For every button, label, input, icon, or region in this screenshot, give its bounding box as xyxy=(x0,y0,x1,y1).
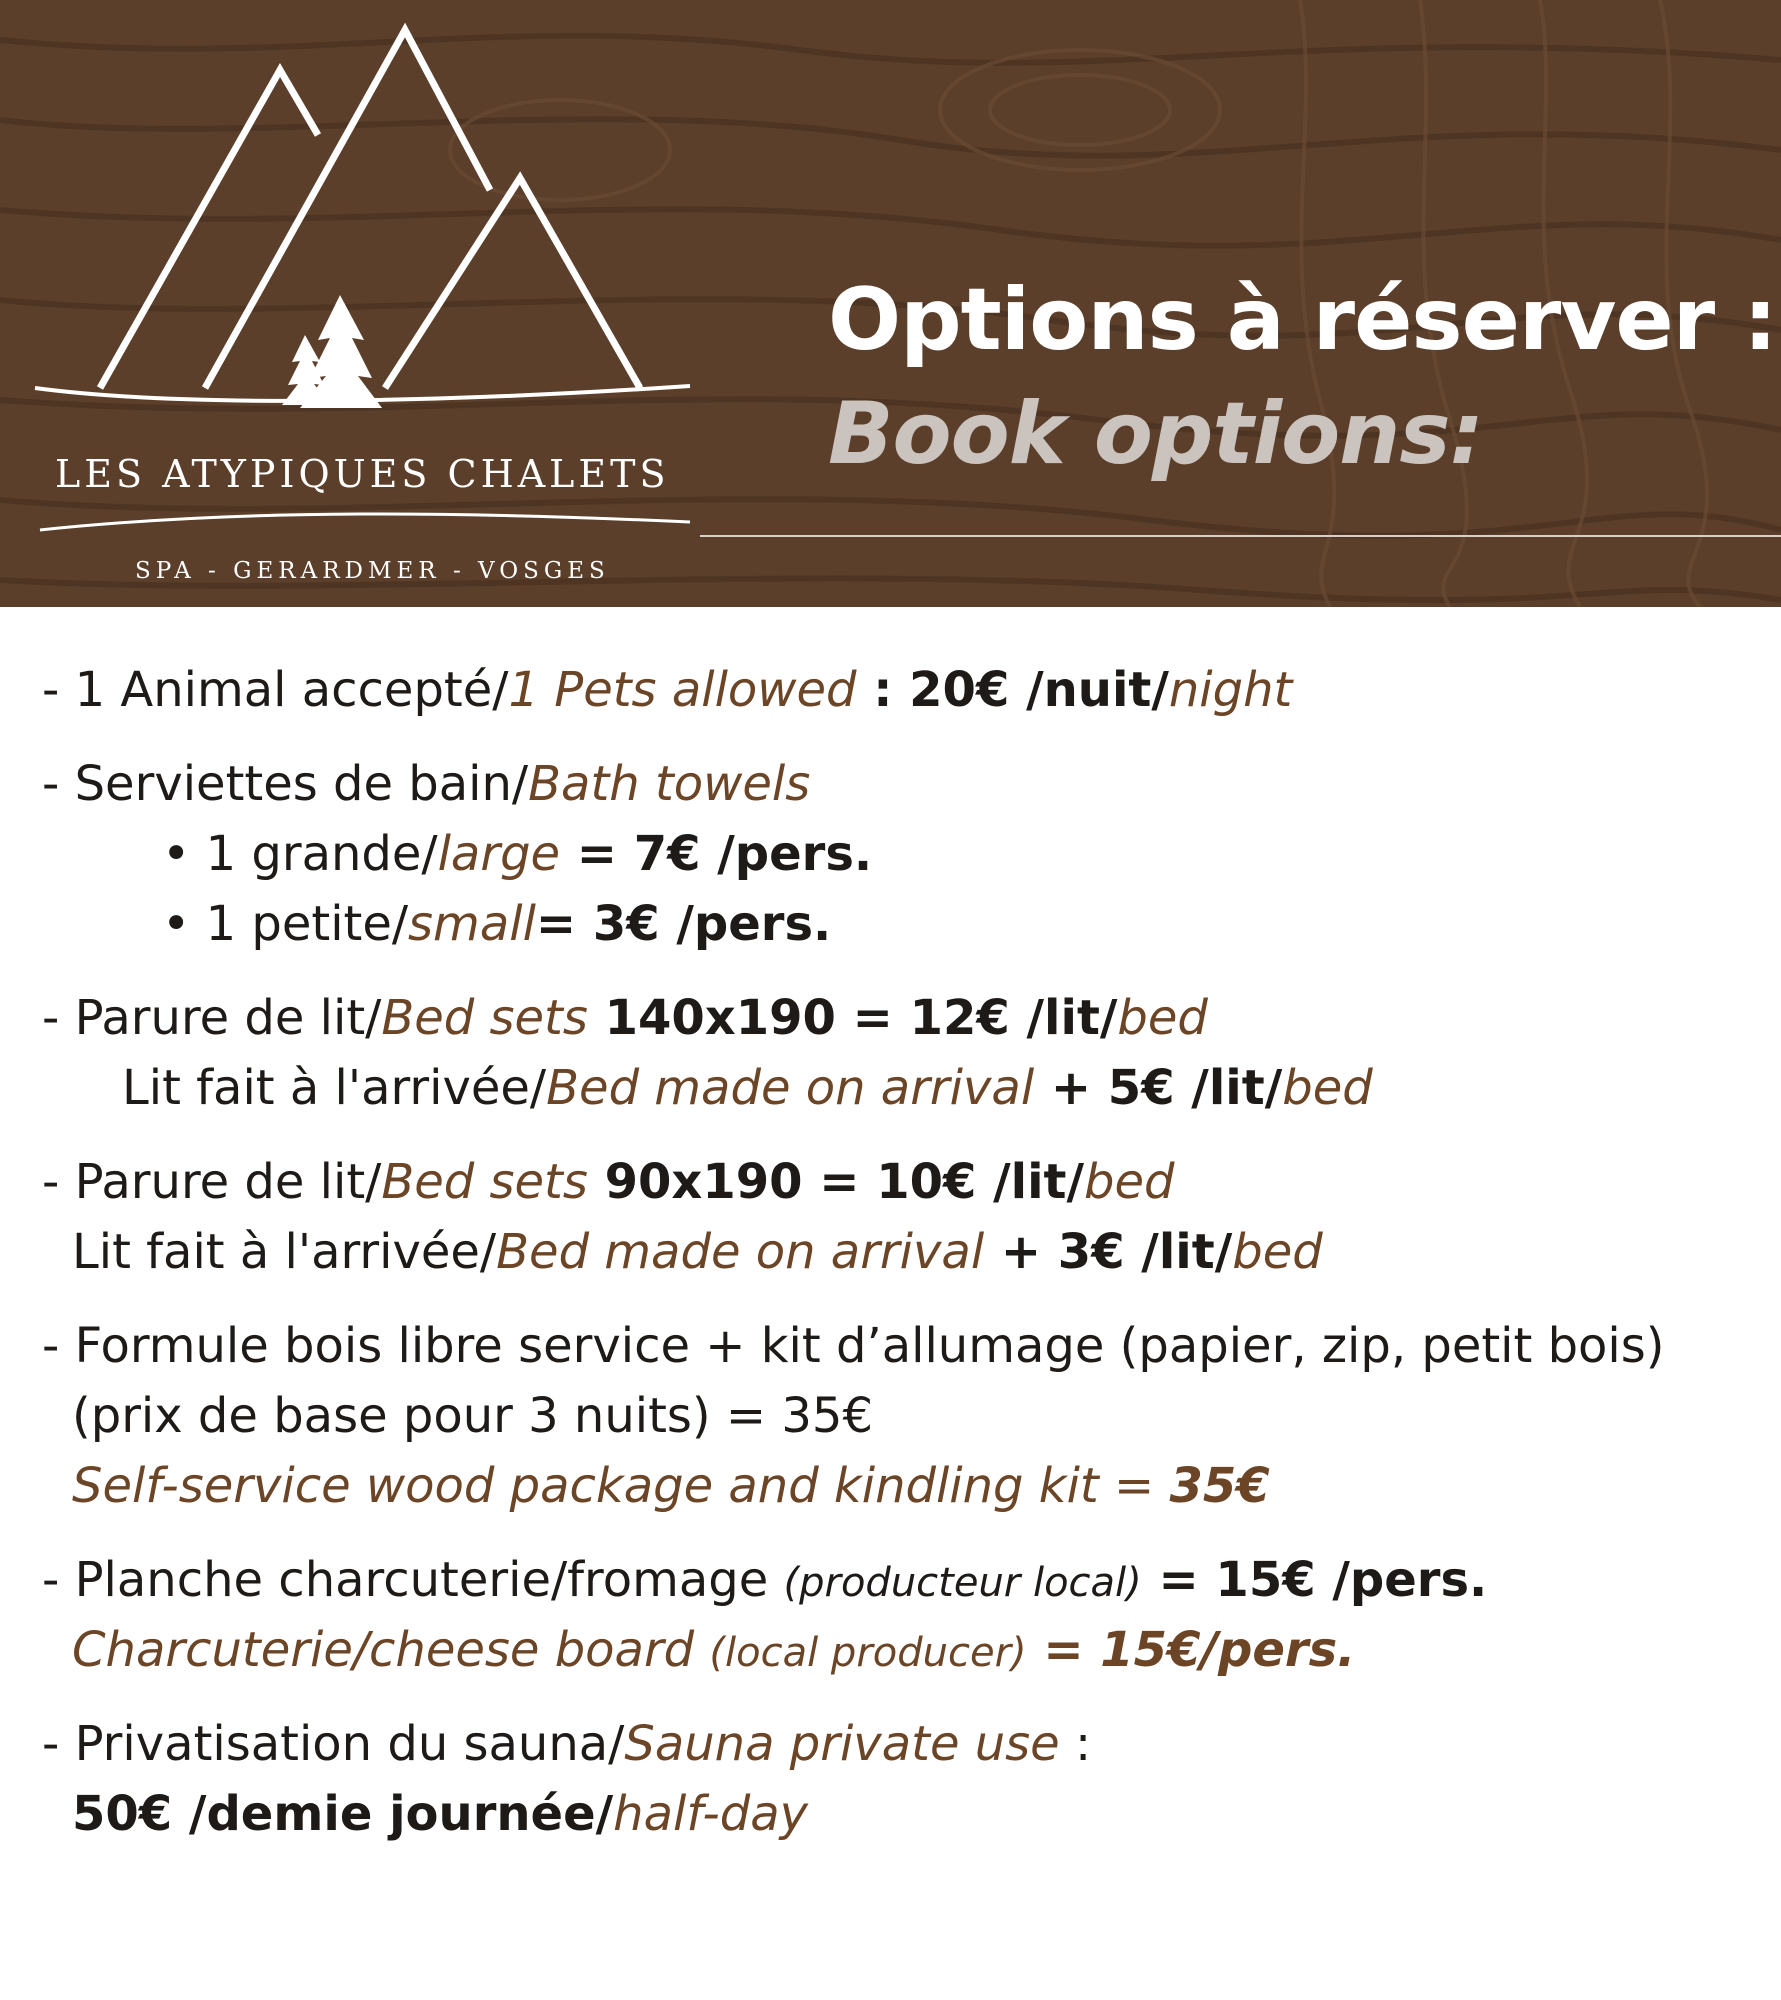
wood-line2 xyxy=(42,1381,1762,1451)
option-towels xyxy=(42,749,1762,819)
sauna-price-line xyxy=(42,1779,1762,1849)
option-wood xyxy=(42,1311,1762,1381)
towels-fr: - Serviettes de bain/ xyxy=(42,756,529,812)
bed90-price: 90x190 = 10€ /lit/ xyxy=(587,1154,1085,1210)
sauna-unit-en: half-day xyxy=(613,1786,809,1842)
board-en-price: = 15€/pers. xyxy=(1026,1622,1356,1678)
bed140-fr: - Parure de lit/ xyxy=(42,990,382,1046)
option-pets xyxy=(42,655,1762,725)
board-en-note: (local producer) xyxy=(709,1630,1027,1676)
towel-large-fr: • 1 grande/ xyxy=(162,826,438,882)
pets-en: 1 Pets allowed xyxy=(508,662,857,718)
bed140-made-en: Bed made on arrival xyxy=(546,1060,1035,1116)
sauna-price: 50€ /demie journée/ xyxy=(72,1786,614,1842)
options-list xyxy=(42,655,1762,1849)
sauna-sep: : xyxy=(1059,1716,1092,1772)
bed140-made-unit-en: bed xyxy=(1282,1060,1373,1116)
pets-price: 20€ /nuit/ xyxy=(909,662,1169,718)
brand-tagline: SPA - GERARDMER - VOSGES xyxy=(135,558,610,584)
option-board xyxy=(42,1545,1762,1615)
pets-fr: - 1 Animal accepté/ xyxy=(42,662,509,718)
wood-fr-line1: - Formule bois libre service + kit d’allumage (papier, zip, petit bois) xyxy=(42,1318,1665,1374)
towel-small-fr: • 1 petite/ xyxy=(162,896,409,952)
pets-sep: : xyxy=(856,662,910,718)
brand-name: LES ATYPIQUES CHALETS xyxy=(55,452,670,496)
page-title-en: Book options: xyxy=(828,384,1483,484)
bed140-made-fr: Lit fait à l'arrivée/ xyxy=(122,1060,547,1116)
towel-large-price: = 7€ /pers. xyxy=(560,826,873,882)
logo-underline xyxy=(40,514,690,530)
towel-large-en: large xyxy=(437,826,561,882)
bed90-made xyxy=(42,1217,1762,1287)
bed90-unit-en: bed xyxy=(1084,1154,1175,1210)
towel-small-en: small xyxy=(408,896,536,952)
wood-fr-line2: (prix de base pour 3 nuits) = 35€ xyxy=(72,1388,873,1444)
bed90-en: Bed sets xyxy=(381,1154,588,1210)
bed90-made-unit-en: bed xyxy=(1232,1224,1323,1280)
board-fr-price: = 15€ /pers. xyxy=(1141,1552,1488,1608)
bed90-made-fr: Lit fait à l'arrivée/ xyxy=(72,1224,497,1280)
board-fr: - Planche charcuterie/fromage xyxy=(42,1552,784,1608)
bed90-made-en: Bed made on arrival xyxy=(496,1224,985,1280)
bed90-made-price: + 3€ /lit/ xyxy=(984,1224,1233,1280)
bed140-unit-en: bed xyxy=(1117,990,1208,1046)
wood-line3 xyxy=(42,1451,1762,1521)
option-bed-90 xyxy=(42,1147,1762,1217)
towels-en: Bath towels xyxy=(528,756,811,812)
sauna-fr: - Privatisation du sauna/ xyxy=(42,1716,625,1772)
mountain-left-icon xyxy=(100,70,318,388)
board-fr-note: (producteur local) xyxy=(783,1560,1142,1606)
bed90-fr: - Parure de lit/ xyxy=(42,1154,382,1210)
option-bed-140 xyxy=(42,983,1762,1053)
bed140-price: 140x190 = 12€ /lit/ xyxy=(587,990,1118,1046)
mountain-right-icon xyxy=(385,178,640,388)
bed140-made xyxy=(42,1053,1762,1123)
towel-small-price: = 3€ /pers. xyxy=(535,896,832,952)
bed140-en: Bed sets xyxy=(381,990,588,1046)
header-banner xyxy=(0,0,1781,607)
towel-large xyxy=(42,819,1762,889)
pine-trees-icon xyxy=(282,295,382,408)
board-en-line xyxy=(42,1615,1762,1685)
board-en: Charcuterie/cheese board xyxy=(72,1622,710,1678)
chalets-logo xyxy=(0,0,720,607)
option-sauna xyxy=(42,1709,1762,1779)
page-title-fr: Options à réserver : xyxy=(828,270,1777,370)
wood-en-price: 35€ xyxy=(1169,1458,1270,1514)
bed140-made-price: + 5€ /lit/ xyxy=(1034,1060,1283,1116)
towel-small xyxy=(42,889,1762,959)
wood-en: Self-service wood package and kindling kit = xyxy=(72,1458,1170,1514)
pets-unit-en: night xyxy=(1168,662,1293,718)
sauna-en: Sauna private use xyxy=(624,1716,1060,1772)
header-divider xyxy=(700,535,1781,537)
